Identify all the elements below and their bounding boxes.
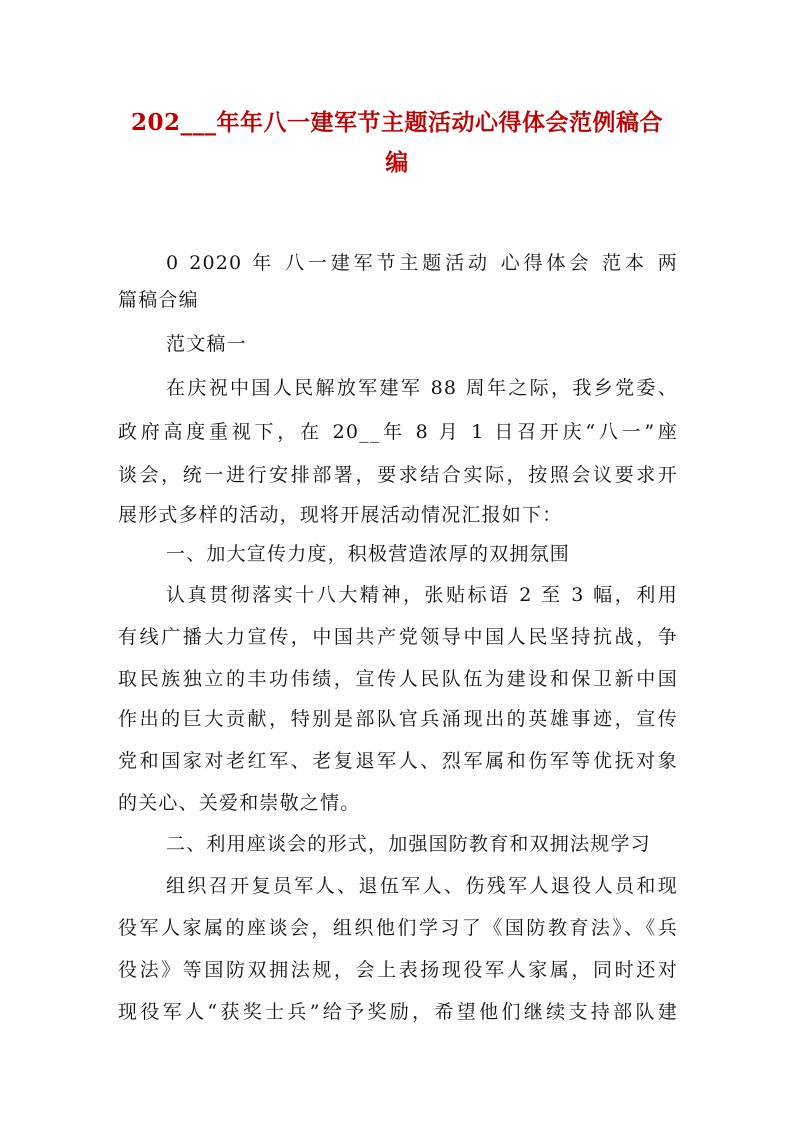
body-line: 取民族独立的丰功伟绩，宣传人民队伍为建设和保卫新中国 — [118, 668, 678, 690]
section-heading: 范文稿一 — [166, 333, 247, 355]
body-line: 作出的巨大贡献，特别是部队官兵涌现出的英雄事迹，宣传 — [118, 708, 678, 730]
document-title-line-2: 编 — [385, 149, 409, 176]
body-line: 政府高度重视下，在 20__年 8 月 1 日召开庆“八一”座 — [118, 421, 678, 443]
body-line: 谈会，统一进行安排部署，要求结合实际，按照会议要求开 — [118, 464, 678, 486]
body-line: 现役军人“获奖士兵”给予奖励，希望他们继续支持部队建 — [118, 1001, 678, 1023]
body-line: 党和国家对老红军、老复退军人、烈军属和伤军等优抚对象 — [118, 750, 678, 772]
body-line: 有线广播大力宣传，中国共产党领导中国人民坚持抗战，争 — [118, 626, 678, 648]
body-line: 在庆祝中国人民解放军建军 88 周年之际，我乡党委、 — [166, 377, 678, 399]
body-line: 0 2020 年 八一建军节主题活动 心得体会 范本 两 — [166, 252, 678, 274]
body-line: 役法》等国防双拥法规，会上表扬现役军人家属，同时还对 — [118, 959, 678, 981]
body-line: 役军人家属的座谈会，组织他们学习了《国防教育法》、《兵 — [118, 917, 678, 939]
section-heading: 一、加大宣传力度，积极营造浓厚的双拥氛围 — [166, 543, 571, 565]
body-line: 展形式多样的活动，现将开展活动情况汇报如下： — [118, 504, 563, 526]
body-line: 组织召开复员军人、退伍军人、伤残军人退役人员和现 — [166, 875, 678, 897]
body-line: 的关心、关爱和崇敬之情。 — [118, 792, 361, 814]
body-line: 认真贯彻落实十八大精神，张贴标语 2 至 3 幅，利用 — [166, 584, 678, 606]
section-heading: 二、利用座谈会的形式，加强国防教育和双拥法规学习 — [166, 833, 651, 855]
document-title-line-1: 202___年年八一建军节主题活动心得体会范例稿合 — [130, 109, 663, 136]
body-line: 篇稿合编 — [118, 289, 199, 311]
